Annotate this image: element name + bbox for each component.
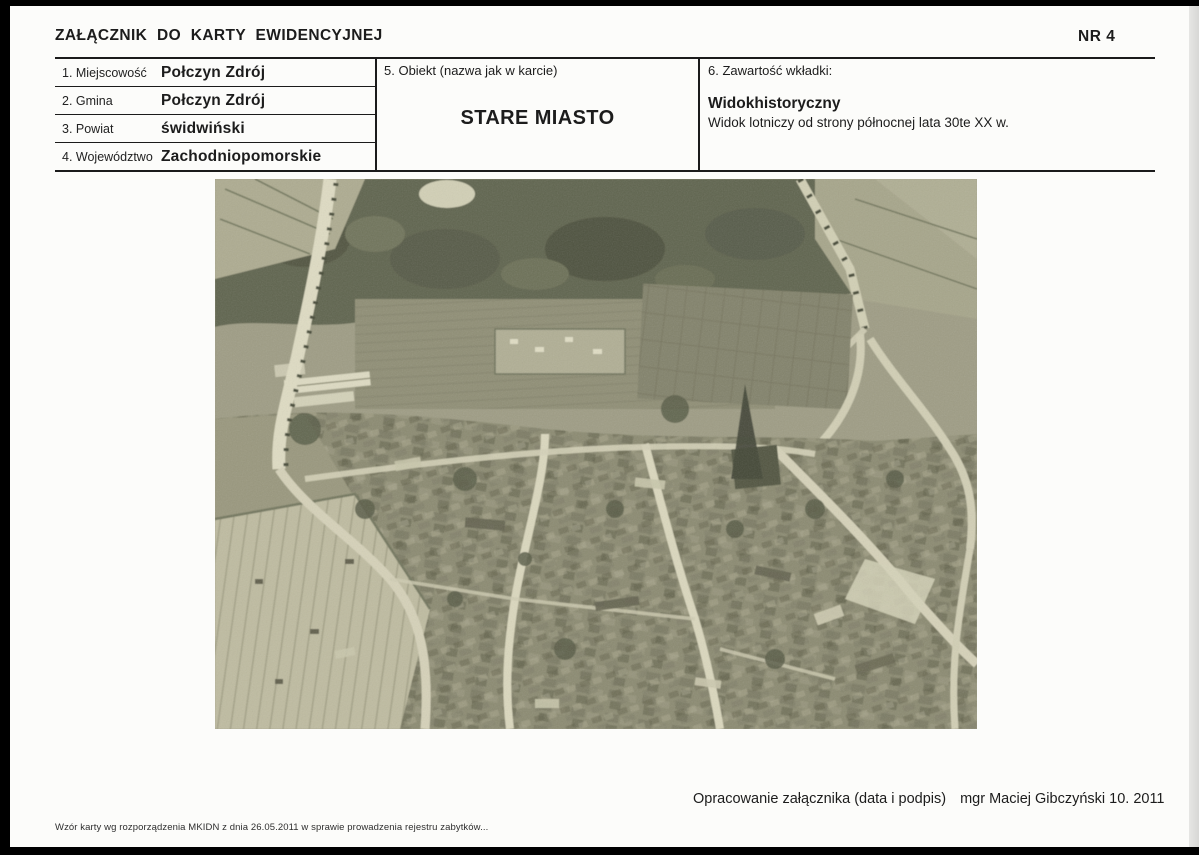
- row-value-wojewodztwo: Zachodniopomorskie: [161, 147, 322, 165]
- aerial-photo: [215, 179, 977, 729]
- row-value-powiat: świdwiński: [161, 119, 245, 137]
- row-value-miejscowosc: Połczyn Zdrój: [161, 63, 266, 81]
- object-column: [377, 59, 700, 170]
- regulation-footnote: Wzór karty wg rozporządzenia MKIDN z dnia 26.05.2011 w sprawie prowadzenia rejestru zabytków...: [55, 822, 489, 833]
- object-name: STARE MIASTO: [460, 107, 615, 129]
- row-label-gmina: 2. Gmina: [62, 93, 113, 108]
- table-row: [55, 115, 375, 143]
- row-label-powiat: 3. Powiat: [62, 121, 114, 136]
- object-label: 5. Obiekt (nazwa jak w karcie): [384, 63, 558, 78]
- location-column: [55, 59, 377, 170]
- table-row: [55, 87, 375, 115]
- scan-right-edge: [1189, 6, 1199, 847]
- content-description: Widok lotniczy od strony północnej lata 30te XX w.: [708, 115, 1009, 130]
- page-number: NR 4: [1078, 28, 1116, 45]
- page-title: ZAŁĄCZNIK DO KARTY EWIDENCYJNEJ: [55, 27, 383, 44]
- row-label-wojewodztwo: 4. Województwo: [62, 149, 153, 164]
- content-title: Widokhistoryczny: [708, 95, 841, 112]
- credit-line: [693, 791, 1165, 807]
- content-label: 6. Zawartość wkładki:: [708, 63, 833, 78]
- record-table: [55, 57, 1155, 172]
- content-column: [700, 59, 1155, 170]
- credit-label: Opracowanie załącznika (data i podpis): [693, 791, 947, 807]
- row-value-gmina: Połczyn Zdrój: [161, 91, 266, 109]
- credit-value: mgr Maciej Gibczyński 10. 2011: [960, 791, 1165, 807]
- row-label-miejscowosc: 1. Miejscowość: [62, 65, 147, 80]
- table-row: [55, 143, 375, 170]
- table-row: [55, 59, 375, 87]
